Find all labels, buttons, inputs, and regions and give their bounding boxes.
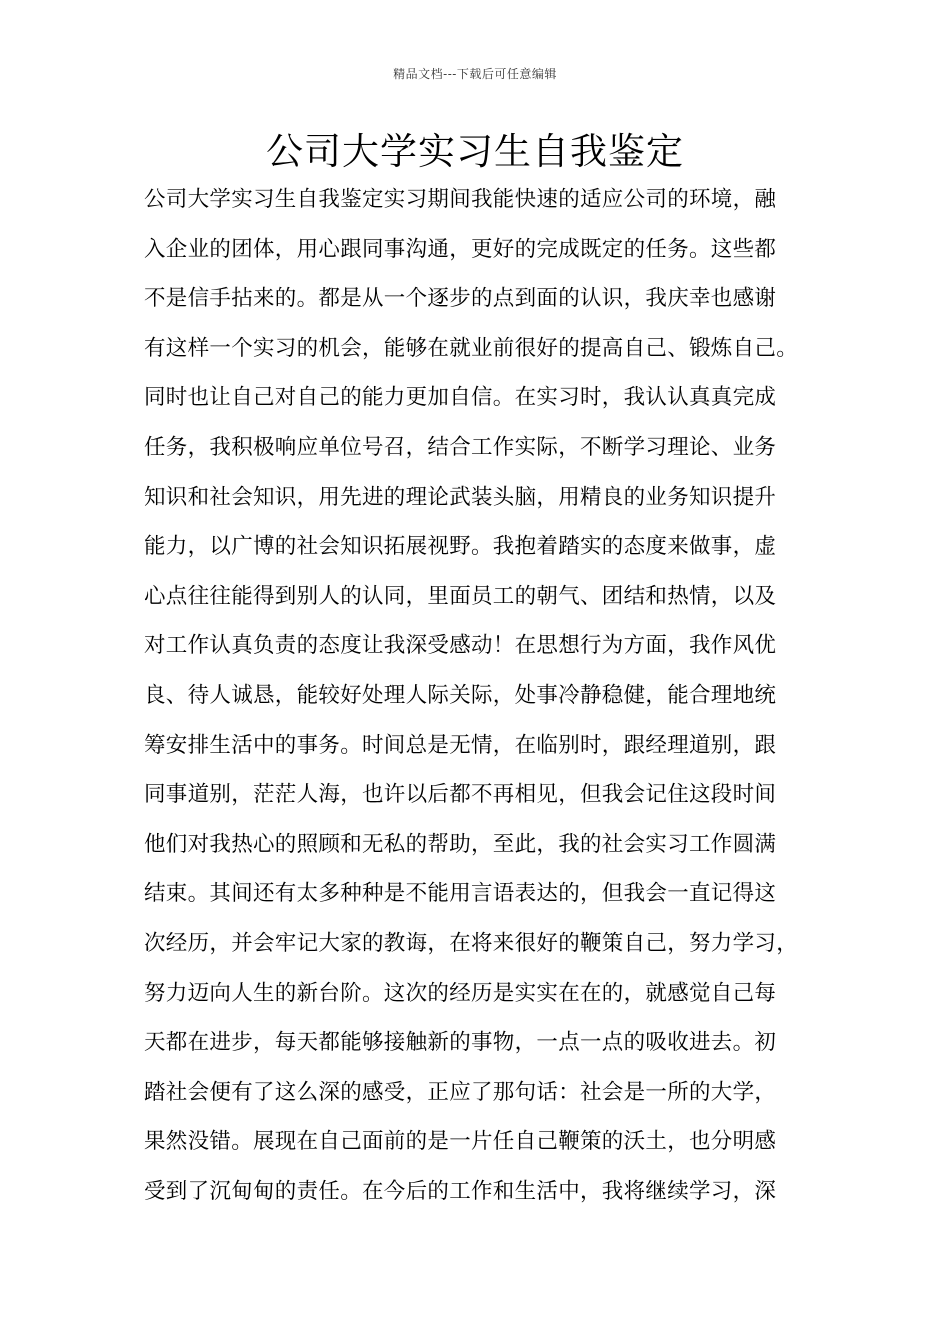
body-line: 任务，我积极响应单位号召，结合工作实际，不断学习理论、业务 [144, 434, 777, 460]
body-line: 同事道别，茫茫人海，也许以后都不再相见，但我会记住这段时间 [144, 782, 777, 808]
body-line: 有这样一个实习的机会，能够在就业前很好的提高自己、锻炼自己。 [144, 335, 799, 361]
body-line: 公司大学实习生自我鉴定实习期间我能快速的适应公司的环境，融 [144, 187, 777, 212]
body-line: 不是信手拈来的。都是从一个逐步的点到面的认识，我庆幸也感谢 [144, 286, 777, 312]
body-line: 次经历，并会牢记大家的教诲，在将来很好的鞭策自己，努力学习， [144, 930, 799, 956]
body-line: 能力，以广博的社会知识拓展视野。我抱着踏实的态度来做事，虚 [144, 534, 777, 560]
body-line: 对工作认真负责的态度让我深受感动！在思想行为方面，我作风优 [144, 633, 777, 659]
body-line: 同时也让自己对自己的能力更加自信。在实习时，我认认真真完成 [144, 385, 777, 411]
body-line: 努力迈向人生的新台阶。这次的经历是实实在在的，就感觉自己每 [144, 980, 777, 1006]
body-line: 良、待人诚恳，能较好处理人际关际，处事冷静稳健，能合理地统 [144, 682, 777, 708]
body-line: 果然没错。展现在自己面前的是一片任自己鞭策的沃土，也分明感 [144, 1129, 777, 1155]
body-line: 天都在进步，每天都能够接触新的事物，一点一点的吸收进去。初 [144, 1030, 777, 1056]
body-line: 踏社会便有了这么深的感受，正应了那句话：社会是一所的大学， [144, 1079, 777, 1105]
document-body [144, 180, 834, 1221]
body-line: 心点往往能得到别人的认同，里面员工的朝气、团结和热情，以及 [144, 583, 777, 609]
body-line: 他们对我热心的照顾和无私的帮助，至此，我的社会实习工作圆满 [144, 831, 777, 857]
body-line: 知识和社会知识，用先进的理论武装头脑，用精良的业务知识提升 [144, 484, 777, 510]
header-note: 精品文档---下载后可任意编辑 [393, 67, 557, 81]
body-line: 入企业的团体，用心跟同事沟通，更好的完成既定的任务。这些都 [144, 236, 777, 262]
body-line: 结束。其间还有太多种种是不能用言语表达的，但我会一直记得这 [144, 881, 777, 907]
document-title: 公司大学实习生自我鉴定 [266, 130, 684, 173]
body-line: 受到了沉甸甸的责任。在今后的工作和生活中，我将继续学习，深 [144, 1178, 777, 1204]
body-line: 筹安排生活中的事务。时间总是无情，在临别时，跟经理道别，跟 [144, 732, 777, 758]
